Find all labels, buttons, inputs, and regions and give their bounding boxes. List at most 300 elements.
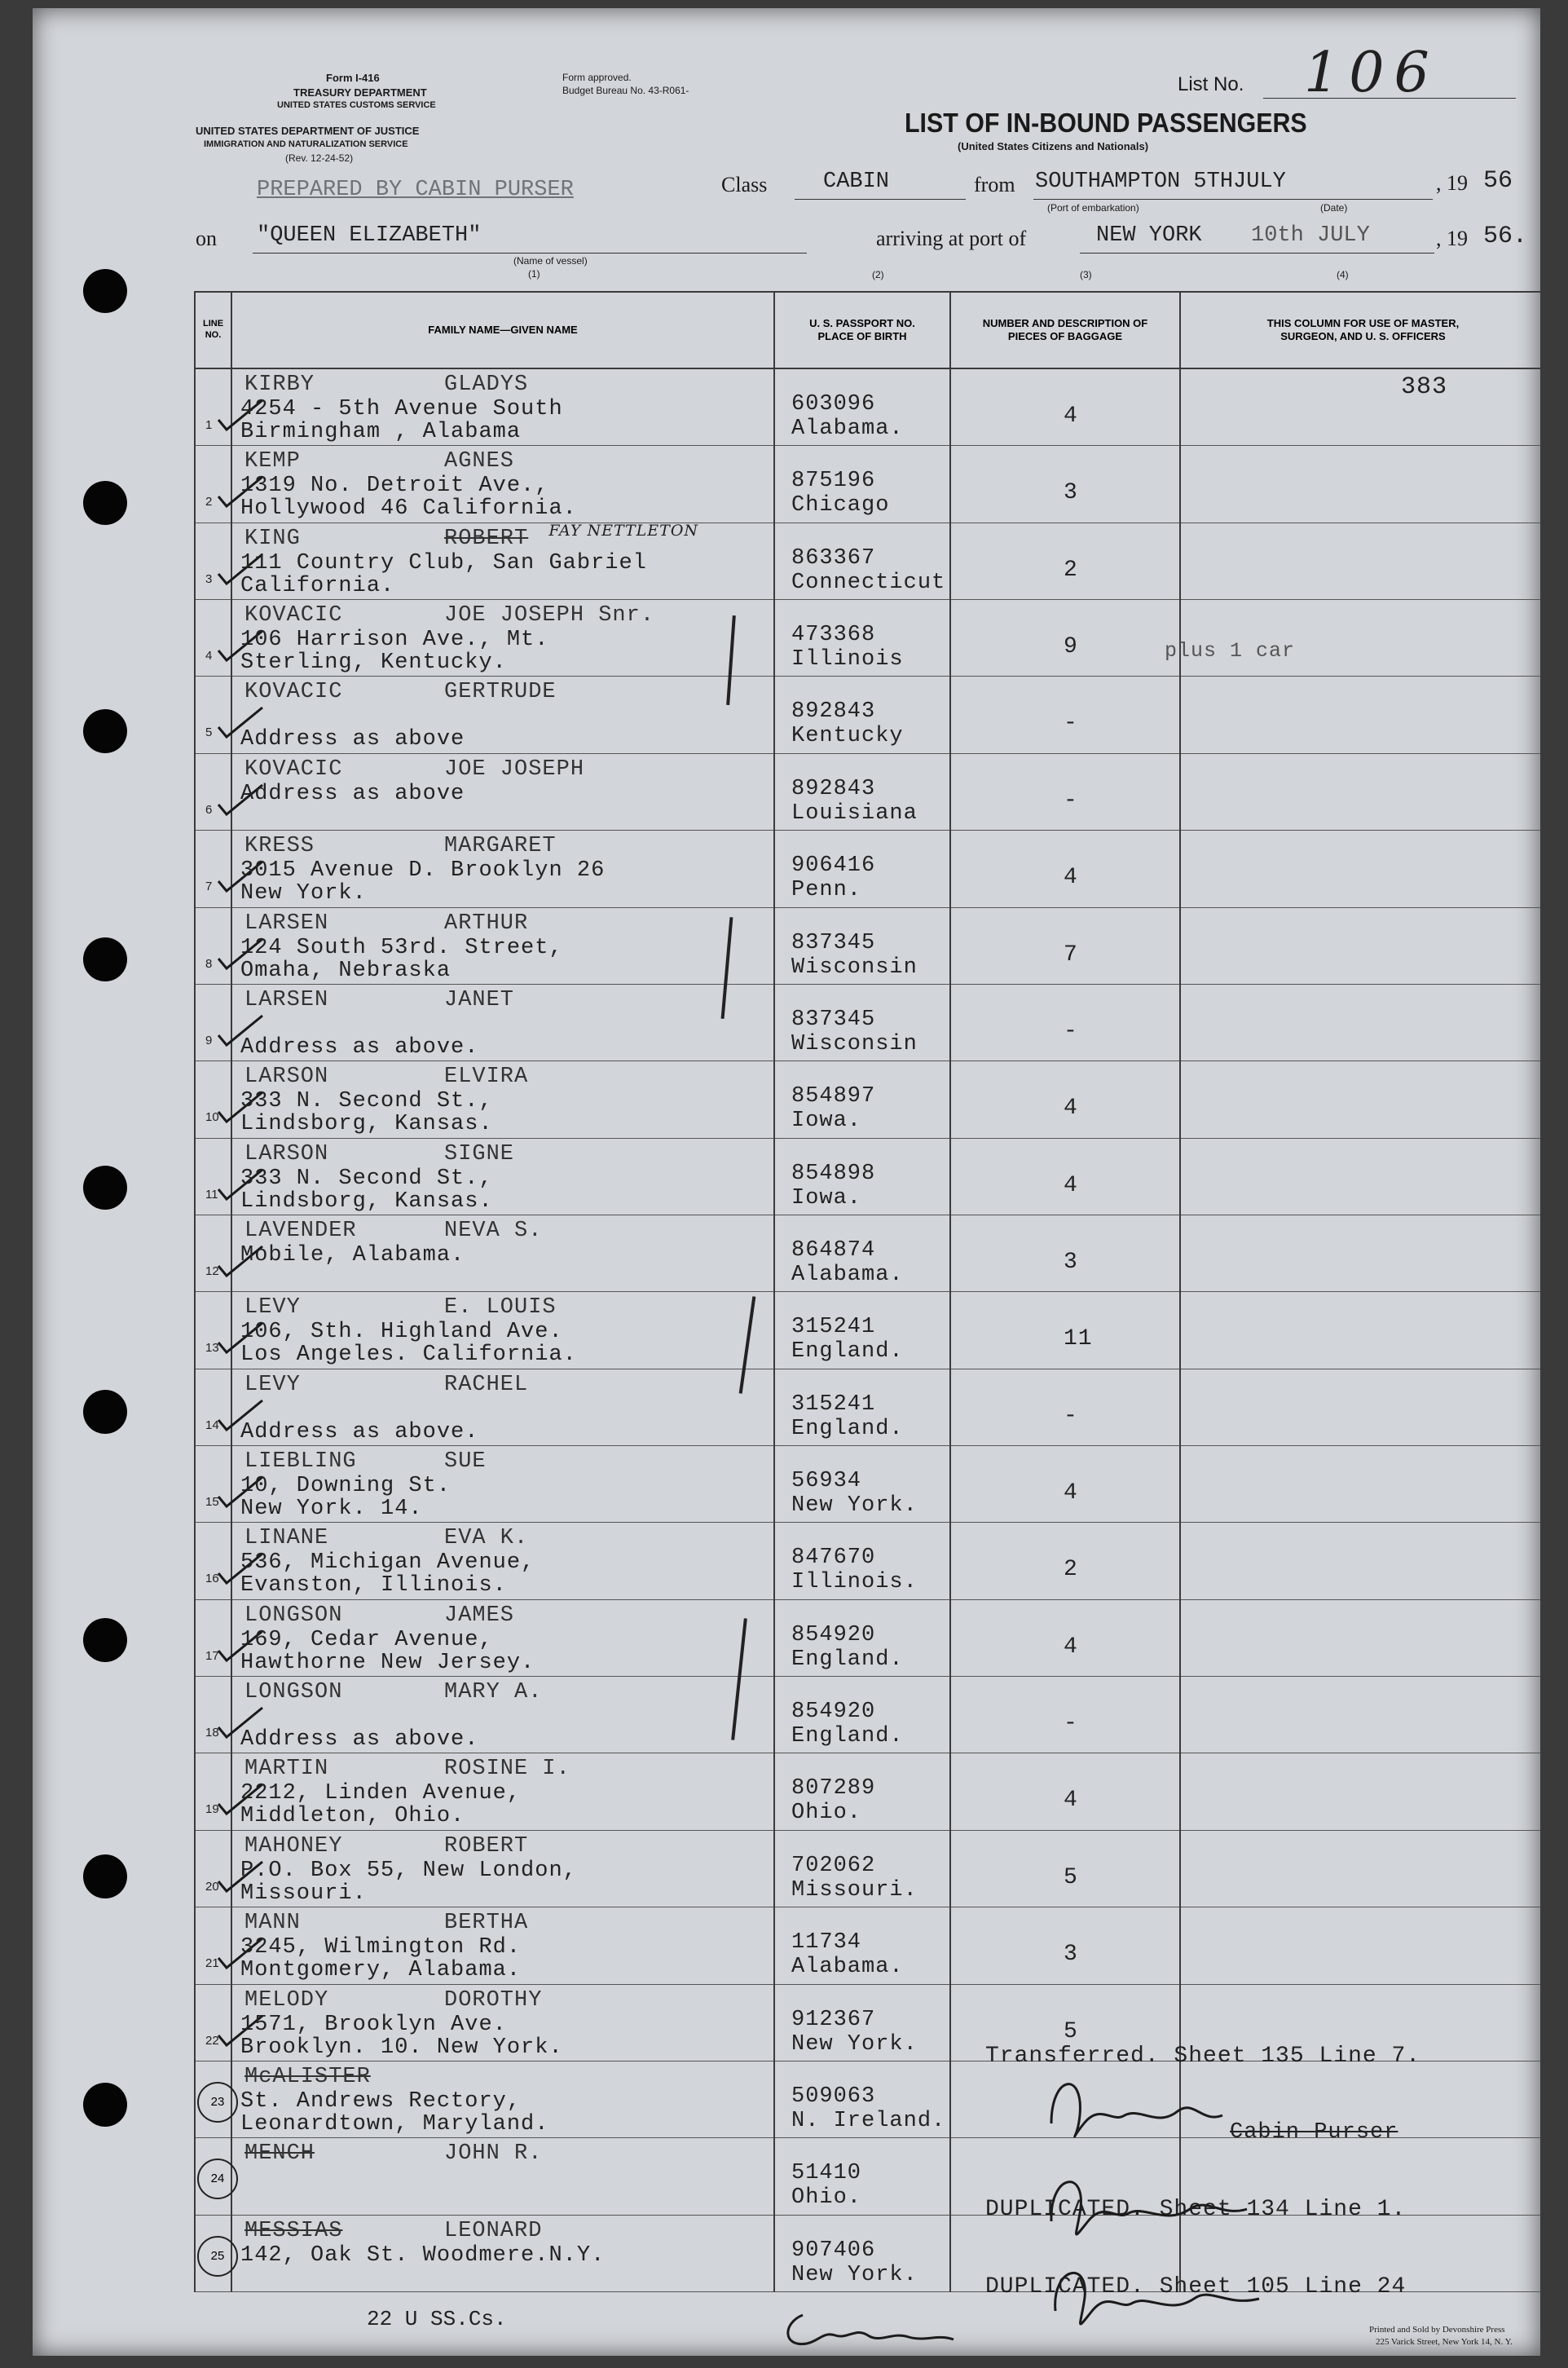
passport-number: 807289 bbox=[791, 1776, 876, 1801]
officer-cell bbox=[1180, 1830, 1540, 1907]
table-row bbox=[195, 1830, 1540, 1907]
line-number: 13 bbox=[205, 1341, 219, 1356]
place-of-birth: Kentucky bbox=[791, 724, 904, 749]
officer-cell bbox=[1180, 523, 1540, 599]
line-cell bbox=[195, 1446, 231, 1523]
place-of-birth: Wisconsin bbox=[791, 955, 918, 980]
baggage-count: - bbox=[1064, 787, 1078, 814]
officer-cell bbox=[1180, 1061, 1540, 1138]
col2-caption: (2) bbox=[872, 269, 884, 280]
agency-line-2: UNITED STATES CUSTOMS SERVICE bbox=[277, 100, 436, 110]
name-cell bbox=[231, 984, 774, 1061]
family-name: LAVENDER bbox=[244, 1218, 357, 1243]
passport-number: 603096 bbox=[791, 392, 876, 417]
on-label: on bbox=[196, 227, 217, 250]
port-caption: (Port of embarkation) bbox=[1047, 202, 1139, 214]
family-name: KOVACIC bbox=[244, 603, 343, 628]
table-row bbox=[195, 600, 1540, 677]
printer-line-1: Printed and Sold by Devonshire Press bbox=[1369, 2325, 1505, 2335]
family-name: KOVACIC bbox=[244, 756, 343, 782]
line-number: 25 bbox=[197, 2236, 238, 2277]
name-cell bbox=[231, 1523, 774, 1599]
passport-cell bbox=[774, 831, 950, 907]
officer-cell bbox=[1180, 677, 1540, 753]
address-line-1: 142, Oak St. Woodmere.N.Y. bbox=[240, 2242, 606, 2268]
manifest-page bbox=[33, 8, 1540, 2356]
place-of-birth: New York. bbox=[791, 1493, 918, 1519]
line-cell bbox=[195, 1369, 231, 1445]
line-number: 18 bbox=[205, 1726, 219, 1740]
address-line-1: 2212, Linden Avenue, bbox=[240, 1781, 522, 1806]
line-number: 6 bbox=[205, 802, 213, 817]
table-row bbox=[195, 1907, 1540, 1984]
family-name: LINANE bbox=[244, 1526, 329, 1551]
baggage-count: 2 bbox=[1064, 1557, 1078, 1583]
passport-number: 315241 bbox=[791, 1315, 876, 1340]
family-name: MARTIN bbox=[244, 1757, 329, 1782]
address-line-1: 536, Michigan Avenue, bbox=[240, 1550, 535, 1576]
family-name: LONGSON bbox=[244, 1680, 343, 1705]
address-line-2: Brooklyn. 10. New York. bbox=[240, 2035, 563, 2060]
family-name: MENCH bbox=[244, 2141, 315, 2167]
place-of-birth: Penn. bbox=[791, 878, 862, 903]
table-row bbox=[195, 1292, 1540, 1369]
passport-number: 854898 bbox=[791, 1161, 876, 1186]
address-line-2: Sterling, Kentucky. bbox=[240, 650, 507, 676]
passport-cell bbox=[774, 2215, 950, 2291]
address-line-1: 4254 - 5th Avenue South bbox=[240, 397, 563, 421]
line-number: 12 bbox=[205, 1263, 219, 1278]
baggage-cell bbox=[950, 600, 1180, 677]
table-row bbox=[195, 1215, 1540, 1291]
passport-number: 702062 bbox=[791, 1853, 876, 1878]
officer-cell bbox=[1180, 984, 1540, 1061]
place-of-birth: Connecticut bbox=[791, 570, 946, 595]
passport-cell bbox=[774, 446, 950, 523]
given-name: SIGNE bbox=[444, 1141, 515, 1166]
baggage-cell bbox=[950, 1292, 1180, 1369]
table-row bbox=[195, 1984, 1540, 2061]
table-row bbox=[195, 1753, 1540, 1830]
family-name: LONGSON bbox=[244, 1603, 343, 1628]
name-cell bbox=[231, 1138, 774, 1215]
family-name: LEVY bbox=[244, 1372, 301, 1397]
place-of-birth: Ohio. bbox=[791, 2185, 862, 2211]
baggage-cell bbox=[950, 1599, 1180, 1676]
given-name: GERTRUDE bbox=[444, 680, 557, 705]
officer-cell bbox=[1180, 446, 1540, 523]
line-number: 2 bbox=[205, 495, 213, 509]
officer-cell bbox=[1180, 1138, 1540, 1215]
passport-number: 875196 bbox=[791, 469, 876, 494]
line-cell bbox=[195, 1292, 231, 1369]
year-prefix-2: , 19 bbox=[1436, 227, 1468, 250]
line-cell bbox=[195, 2215, 231, 2291]
address-line-1: 1571, Brooklyn Ave. bbox=[240, 2012, 507, 2037]
baggage-count: 3 bbox=[1064, 1942, 1078, 1968]
passport-cell bbox=[774, 907, 950, 984]
justice-line-3: (Rev. 12-24-52) bbox=[285, 152, 354, 164]
baggage-cell bbox=[950, 1523, 1180, 1599]
officer-cell bbox=[1180, 831, 1540, 907]
line-number: 16 bbox=[205, 1572, 219, 1586]
line-cell bbox=[195, 753, 231, 830]
table-row bbox=[195, 368, 1540, 446]
arrival-rule bbox=[1080, 253, 1434, 254]
address-line-1: 10, Downing St. bbox=[240, 1474, 451, 1499]
vessel-caption: (Name of vessel) bbox=[513, 255, 588, 267]
line-cell bbox=[195, 523, 231, 599]
name-cell bbox=[231, 1984, 774, 2061]
line-number: 17 bbox=[205, 1648, 219, 1663]
line-cell bbox=[195, 1830, 231, 1907]
officer-note: DUPLICATED. Sheet 105 Line 24 bbox=[985, 2273, 1407, 2300]
baggage-count: - bbox=[1064, 1711, 1078, 1737]
line-cell bbox=[195, 1984, 231, 2061]
place-of-birth: Missouri. bbox=[791, 1877, 918, 1903]
binder-hole bbox=[83, 2083, 127, 2127]
name-cell bbox=[231, 1907, 774, 1984]
given-name: JAMES bbox=[444, 1603, 515, 1628]
given-name: RACHEL bbox=[444, 1372, 529, 1397]
name-cell bbox=[231, 1753, 774, 1830]
line-number: 1 bbox=[205, 418, 213, 432]
justice-line-1: UNITED STATES DEPARTMENT OF JUSTICE bbox=[196, 125, 420, 137]
name-cell bbox=[231, 1292, 774, 1369]
line-number: 8 bbox=[205, 956, 213, 971]
baggage-cell bbox=[950, 907, 1180, 984]
table-header-row bbox=[195, 292, 1540, 368]
line-cell bbox=[195, 2061, 231, 2137]
name-cell bbox=[231, 677, 774, 753]
line-number: 9 bbox=[205, 1033, 213, 1047]
footer-count: 22 U SS.Cs. bbox=[367, 2307, 507, 2331]
given-name: DOROTHY bbox=[444, 1987, 543, 2013]
name-cell bbox=[231, 600, 774, 677]
baggage-count: - bbox=[1064, 1018, 1078, 1044]
line-cell bbox=[195, 600, 231, 677]
name-cell bbox=[231, 1599, 774, 1676]
family-name: KOVACIC bbox=[244, 680, 343, 705]
baggage-cell bbox=[950, 831, 1180, 907]
family-name: KRESS bbox=[244, 834, 315, 859]
baggage-cell bbox=[950, 1446, 1180, 1523]
address-line-2: Address as above. bbox=[240, 1419, 479, 1444]
passport-cell bbox=[774, 1523, 950, 1599]
form-id: Form I-416 bbox=[326, 72, 380, 84]
passport-number: 854920 bbox=[791, 1700, 876, 1725]
name-cell bbox=[231, 1677, 774, 1753]
from-rule bbox=[1033, 199, 1433, 200]
table-row bbox=[195, 446, 1540, 523]
address-line-1: Address as above bbox=[240, 781, 465, 806]
year-prefix-1: , 19 bbox=[1436, 171, 1468, 195]
passport-number: 56934 bbox=[791, 1469, 862, 1494]
line-cell bbox=[195, 677, 231, 753]
binder-hole bbox=[83, 1166, 127, 1210]
line-number: 10 bbox=[205, 1110, 219, 1125]
arrival-date: 10th JULY bbox=[1251, 223, 1370, 248]
line-cell bbox=[195, 1907, 231, 1984]
passport-cell bbox=[774, 1907, 950, 1984]
table-row bbox=[195, 1061, 1540, 1138]
address-line-2: Middleton, Ohio. bbox=[240, 1804, 465, 1829]
passport-cell bbox=[774, 1061, 950, 1138]
officer-cell bbox=[985, 1984, 1540, 2069]
given-name: SUE bbox=[444, 1449, 487, 1475]
given-name: NEVA S. bbox=[444, 1218, 543, 1243]
year-2: 56. bbox=[1483, 223, 1528, 250]
family-name: MANN bbox=[244, 1911, 301, 1936]
address-line-2: Missouri. bbox=[240, 1881, 367, 1906]
baggage-count: 5 bbox=[1064, 1864, 1078, 1890]
line-number: 19 bbox=[205, 1802, 219, 1817]
baggage-cell bbox=[950, 984, 1180, 1061]
given-name: JANET bbox=[444, 987, 515, 1012]
place-of-birth: Illinois bbox=[791, 647, 904, 672]
passport-cell bbox=[774, 368, 950, 446]
address-line-1: 3015 Avenue D. Brooklyn 26 bbox=[240, 858, 606, 884]
baggage-count: 4 bbox=[1064, 1096, 1078, 1122]
name-cell bbox=[231, 753, 774, 830]
name-cell bbox=[231, 446, 774, 523]
passport-number: 912367 bbox=[791, 2007, 876, 2032]
officer-note: DUPLICATED. Sheet 134 Line 1. bbox=[985, 2197, 1407, 2223]
table-row bbox=[195, 523, 1540, 599]
place-of-birth: Alabama. bbox=[791, 417, 904, 441]
passport-cell bbox=[774, 600, 950, 677]
line-number: 20 bbox=[205, 1879, 219, 1894]
address-line-2: Leonardtown, Maryland. bbox=[240, 2111, 549, 2136]
passport-number: 473368 bbox=[791, 623, 876, 648]
baggage-cell bbox=[950, 1215, 1180, 1291]
line-number: 4 bbox=[205, 649, 213, 664]
address-line-2: Los Angeles. California. bbox=[240, 1343, 577, 1368]
officer-cell bbox=[1180, 753, 1540, 830]
baggage-cell bbox=[950, 1061, 1180, 1138]
family-name: LARSEN bbox=[244, 987, 329, 1012]
baggage-count: 4 bbox=[1064, 1634, 1078, 1660]
line-cell bbox=[195, 1753, 231, 1830]
place-of-birth: Ohio. bbox=[791, 1801, 862, 1826]
officer-note: Cabin Purser bbox=[1230, 2119, 1398, 2145]
family-name: LARSON bbox=[244, 1065, 329, 1090]
name-cell bbox=[231, 831, 774, 907]
purser-signatures bbox=[1035, 2066, 1296, 2335]
place-of-birth: Iowa. bbox=[791, 1185, 862, 1210]
baggage-count: 5 bbox=[1064, 2018, 1078, 2044]
passport-number: 315241 bbox=[791, 1391, 876, 1417]
class-label: Class bbox=[721, 173, 768, 196]
col3-caption: (3) bbox=[1080, 269, 1092, 280]
col-header-officers: THIS COLUMN FOR USE OF MASTER, SURGEON, AND U. S. OFFICERS bbox=[1180, 292, 1540, 368]
passport-number: 837345 bbox=[791, 1007, 876, 1032]
passport-number: 906416 bbox=[791, 853, 876, 879]
given-name: BERTHA bbox=[444, 1911, 529, 1936]
officer-cell bbox=[1180, 1523, 1540, 1599]
baggage-count: 3 bbox=[1064, 1249, 1078, 1275]
passport-cell bbox=[774, 2061, 950, 2137]
table-row bbox=[195, 1599, 1540, 1676]
binder-hole bbox=[83, 1390, 127, 1434]
baggage-cell bbox=[950, 677, 1180, 753]
table-row bbox=[195, 1523, 1540, 1599]
col1-caption: (1) bbox=[528, 268, 540, 280]
table-row bbox=[195, 677, 1540, 753]
officer-cell bbox=[1165, 600, 1540, 677]
table-row bbox=[195, 2061, 1540, 2137]
baggage-cell bbox=[950, 523, 1180, 599]
family-name: KING bbox=[244, 526, 301, 551]
page-title: LIST OF IN-BOUND PASSENGERS bbox=[905, 108, 1307, 138]
name-cell bbox=[231, 1369, 774, 1445]
passport-cell bbox=[774, 1215, 950, 1291]
line-number: 23 bbox=[197, 2082, 238, 2123]
baggage-count: 4 bbox=[1064, 1172, 1078, 1198]
baggage-count: 4 bbox=[1064, 1788, 1078, 1814]
given-name: ROSINE I. bbox=[444, 1757, 570, 1782]
passport-number: 854897 bbox=[791, 1084, 876, 1109]
place-of-birth: England. bbox=[791, 1416, 904, 1441]
baggage-count: 4 bbox=[1064, 403, 1078, 429]
class-value: CABIN bbox=[823, 170, 890, 194]
line-cell bbox=[195, 907, 231, 984]
place-of-birth: Alabama. bbox=[791, 1262, 904, 1287]
given-name: ROBERT bbox=[444, 1833, 529, 1859]
baggage-count: 7 bbox=[1064, 941, 1078, 968]
officer-cell bbox=[1180, 1292, 1540, 1369]
place-of-birth: Illinois. bbox=[791, 1570, 918, 1595]
line-cell bbox=[195, 446, 231, 523]
list-no-value: 106 bbox=[1304, 41, 1439, 105]
place-of-birth: Chicago bbox=[791, 493, 890, 518]
passport-cell bbox=[774, 677, 950, 753]
name-cell bbox=[231, 907, 774, 984]
passport-cell bbox=[774, 1599, 950, 1676]
passport-number: 892843 bbox=[791, 699, 876, 725]
place-of-birth: England. bbox=[791, 1724, 904, 1749]
address-line-2: California. bbox=[240, 573, 395, 598]
agency-line-1: TREASURY DEPARTMENT bbox=[293, 86, 427, 99]
address-line-2: New York. bbox=[240, 881, 367, 906]
place-of-birth: New York. bbox=[791, 2262, 918, 2287]
passport-cell bbox=[774, 1753, 950, 1830]
col4-caption: (4) bbox=[1337, 269, 1349, 280]
family-name: MESSIAS bbox=[244, 2218, 343, 2243]
passport-cell bbox=[774, 523, 950, 599]
line-cell bbox=[195, 831, 231, 907]
officer-cell bbox=[1180, 1753, 1540, 1830]
from-label: from bbox=[974, 173, 1015, 196]
name-cell bbox=[231, 2061, 774, 2137]
table-row bbox=[195, 1446, 1540, 1523]
family-name: McALISTER bbox=[244, 2064, 371, 2089]
baggage-cell bbox=[950, 753, 1180, 830]
justice-line-2: IMMIGRATION AND NATURALIZATION SERVICE bbox=[204, 139, 408, 149]
passport-number: 892843 bbox=[791, 776, 876, 801]
table-row bbox=[195, 1677, 1540, 1753]
vessel-value: "QUEEN ELIZABETH" bbox=[257, 223, 482, 248]
given-name: GLADYS bbox=[444, 373, 529, 397]
given-name: JOE JOSEPH bbox=[444, 756, 585, 782]
passport-cell bbox=[774, 1446, 950, 1523]
address-line-2: Hollywood 46 California. bbox=[240, 496, 577, 522]
line-cell bbox=[195, 368, 231, 446]
line-cell bbox=[195, 1215, 231, 1291]
baggage-count: 4 bbox=[1064, 865, 1078, 891]
col-header-line: LINE NO. bbox=[195, 292, 231, 368]
baggage-count: - bbox=[1064, 1403, 1078, 1429]
col-header-baggage: NUMBER AND DESCRIPTION OF PIECES OF BAGGAGE bbox=[950, 292, 1180, 368]
given-name: AGNES bbox=[444, 449, 515, 474]
binder-hole bbox=[83, 481, 127, 525]
place-of-birth: Iowa. bbox=[791, 1109, 862, 1134]
baggage-cell bbox=[950, 1907, 1180, 1984]
table-row bbox=[195, 831, 1540, 907]
address-line-1: 106 Harrison Ave., Mt. bbox=[240, 628, 549, 653]
address-line-2: Address as above. bbox=[240, 1034, 479, 1060]
binder-hole bbox=[83, 937, 127, 981]
baggage-count: - bbox=[1064, 711, 1078, 737]
family-name: KEMP bbox=[244, 449, 301, 474]
address-line-2: Birmingham , Alabama bbox=[240, 420, 522, 444]
name-cell bbox=[231, 1215, 774, 1291]
line-cell bbox=[195, 1061, 231, 1138]
baggage-cell bbox=[950, 446, 1180, 523]
binder-hole bbox=[83, 709, 127, 753]
passenger-table bbox=[194, 291, 1540, 2300]
passport-number: 51410 bbox=[791, 2161, 862, 2186]
year-1: 56 bbox=[1483, 167, 1513, 195]
address-line-2: Address as above. bbox=[240, 1727, 479, 1753]
officer-cell bbox=[1180, 1446, 1540, 1523]
line-number: 22 bbox=[205, 2033, 219, 2048]
baggage-count: 9 bbox=[1064, 634, 1078, 660]
line-number: 5 bbox=[205, 725, 213, 740]
table-row bbox=[195, 984, 1540, 1061]
passport-number: 837345 bbox=[791, 930, 876, 955]
passport-cell bbox=[774, 753, 950, 830]
line-number: 24 bbox=[197, 2159, 238, 2199]
line-number: 15 bbox=[205, 1495, 219, 1510]
passport-number: 847670 bbox=[791, 1546, 876, 1571]
officer-note: plus 1 car bbox=[1165, 639, 1296, 664]
given-name: ARTHUR bbox=[444, 911, 529, 936]
form-approved: Form approved. bbox=[562, 72, 632, 83]
family-name: KIRBY bbox=[244, 373, 315, 397]
family-name: LARSEN bbox=[244, 911, 329, 936]
family-name: LEVY bbox=[244, 1295, 301, 1321]
name-cell bbox=[231, 1061, 774, 1138]
baggage-count: 11 bbox=[1064, 1326, 1093, 1352]
name-cell bbox=[231, 1446, 774, 1523]
passport-cell bbox=[774, 2138, 950, 2215]
table-row bbox=[195, 907, 1540, 984]
family-name: MELODY bbox=[244, 1987, 329, 2013]
address-line-1: P.O. Box 55, New London, bbox=[240, 1858, 577, 1883]
passport-cell bbox=[774, 1830, 950, 1907]
given-name: JOE JOSEPH Snr. bbox=[444, 603, 655, 628]
address-line-1: 333 N. Second St., bbox=[240, 1166, 493, 1191]
officer-cell bbox=[1180, 1907, 1540, 1984]
passport-number: 509063 bbox=[791, 2084, 876, 2109]
address-line-1: Mobile, Alabama. bbox=[240, 1242, 465, 1268]
address-line-1: 106, Sth. Highland Ave. bbox=[240, 1320, 563, 1345]
budget-bureau: Budget Bureau No. 43-R061- bbox=[562, 85, 689, 96]
vessel-rule bbox=[253, 253, 807, 254]
binder-hole bbox=[83, 269, 127, 313]
officer-cell bbox=[1180, 907, 1540, 984]
